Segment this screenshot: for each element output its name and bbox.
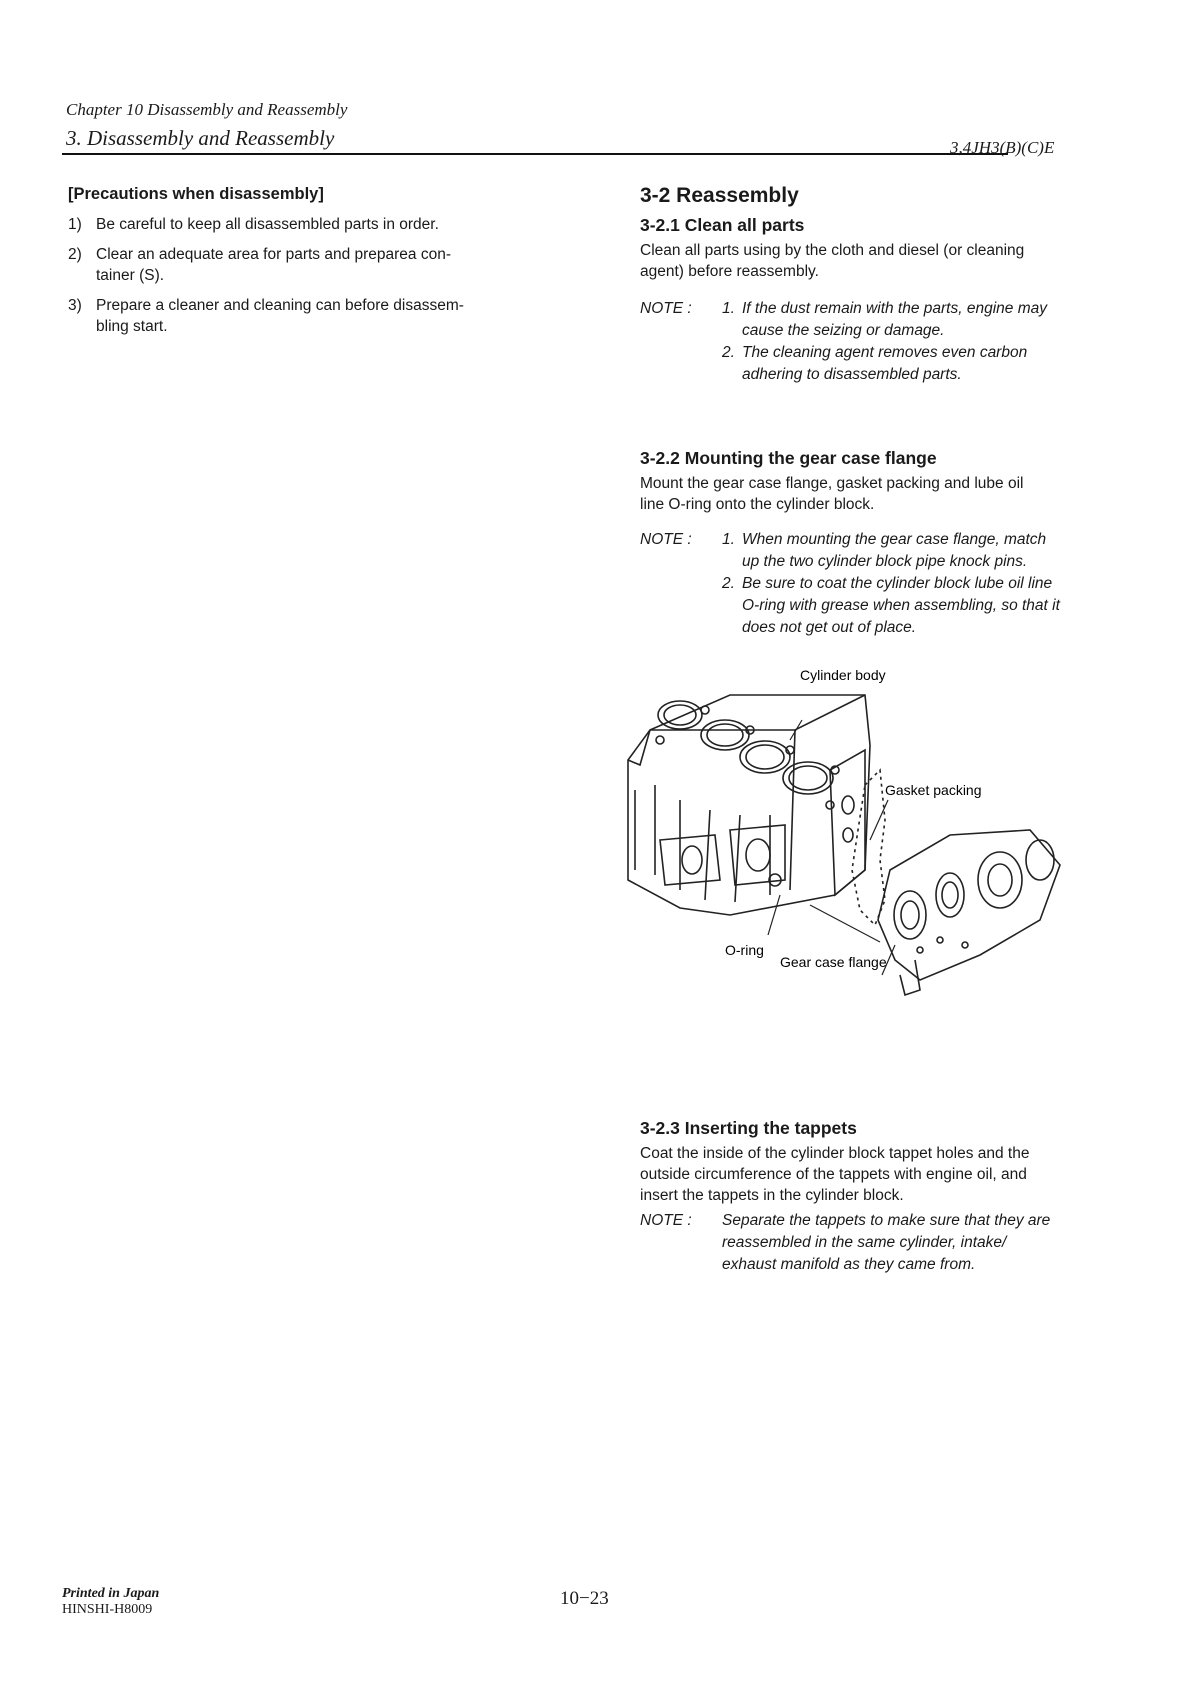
model-code: 3,4JH3(B)(C)E xyxy=(950,138,1055,157)
note-text: adhering to disassembled parts. xyxy=(742,366,962,383)
paragraph-line: Clean all parts using by the cloth and diesel (or cleaning xyxy=(640,242,1025,259)
printed-in: Printed in Japan xyxy=(62,1586,160,1601)
note-number: 2. xyxy=(722,344,735,361)
paragraph-line: line O-ring onto the cylinder block. xyxy=(640,496,875,513)
list-text: Be careful to keep all disassembled parts in order. xyxy=(96,216,439,233)
note-text: does not get out of place. xyxy=(742,619,917,636)
list-number: 1) xyxy=(68,216,82,233)
note-text: up the two cylinder block pipe knock pins. xyxy=(742,553,1028,570)
list-number: 2) xyxy=(68,246,82,263)
note-text: Be sure to coat the cylinder block lube oil line xyxy=(742,575,1053,592)
section-gear-case-flange xyxy=(640,448,1122,639)
list-text: Prepare a cleaner and cleaning can before disassem- xyxy=(96,297,464,314)
section-inserting-tappets xyxy=(640,1118,1122,1276)
section-title: 3. Disassembly and Reassembly xyxy=(66,126,335,150)
paragraph-line: Mount the gear case flange, gasket packing and lube oil xyxy=(640,475,1024,492)
note-text: When mounting the gear case flange, match xyxy=(742,531,1047,548)
note-text: cause the seizing or damage. xyxy=(742,322,945,339)
list-text: bling start. xyxy=(96,318,168,335)
left-column xyxy=(68,185,558,346)
document-code: HINSHI-H8009 xyxy=(62,1602,153,1617)
list-item xyxy=(68,244,558,286)
subsection-title: 3-2.2 Mounting the gear case flange xyxy=(640,448,937,468)
list-item xyxy=(68,295,558,337)
list-number: 3) xyxy=(68,297,82,314)
note-label: NOTE : xyxy=(640,300,692,317)
section-clean-parts xyxy=(640,215,1122,386)
precautions-heading: [Precautions when disassembly] xyxy=(68,185,324,203)
subsection-title: 3-2.3 Inserting the tappets xyxy=(640,1118,857,1138)
footer-printed xyxy=(62,1586,159,1618)
chapter-title: Chapter 10 Disassembly and Reassembly xyxy=(66,100,348,119)
note-label: NOTE : xyxy=(640,1212,692,1229)
gear-case-flange xyxy=(878,830,1060,980)
label-gear-case-flange: Gear case flange xyxy=(780,954,887,970)
subsection-title: 3-2.1 Clean all parts xyxy=(640,215,805,235)
list-item xyxy=(68,214,558,235)
note-text: reassembled in the same cylinder, intake/ xyxy=(722,1234,1007,1251)
note-label: NOTE : xyxy=(640,531,692,548)
note-number: 1. xyxy=(722,300,735,317)
header-rule xyxy=(62,153,1008,155)
paragraph-line: outside circumference of the tappets with engine oil, and xyxy=(640,1166,1027,1183)
list-text: tainer (S). xyxy=(96,267,165,284)
note-text: If the dust remain with the parts, engine may xyxy=(742,300,1047,317)
label-gasket-packing: Gasket packing xyxy=(885,782,982,798)
note-text: exhaust manifold as they came from. xyxy=(722,1256,976,1273)
label-cylinder-body: Cylinder body xyxy=(800,667,886,683)
note-text: O-ring with grease when assembling, so that it xyxy=(742,597,1060,614)
note-number: 2. xyxy=(722,575,735,592)
paragraph-line: insert the tappets in the cylinder block. xyxy=(640,1187,904,1204)
cylinder-block-figure xyxy=(620,667,1120,1090)
note-text: The cleaning agent removes even carbon xyxy=(742,344,1028,361)
page-number: 10−23 xyxy=(560,1588,609,1609)
paragraph-line: Coat the inside of the cylinder block tappet holes and the xyxy=(640,1145,1030,1162)
label-o-ring: O-ring xyxy=(725,942,764,958)
note-text: Separate the tappets to make sure that they are xyxy=(722,1212,1051,1229)
reassembly-heading: 3-2 Reassembly xyxy=(640,184,799,207)
note-number: 1. xyxy=(722,531,735,548)
list-text: Clear an adequate area for parts and preparea con- xyxy=(96,246,452,263)
paragraph-line: agent) before reassembly. xyxy=(640,263,819,280)
